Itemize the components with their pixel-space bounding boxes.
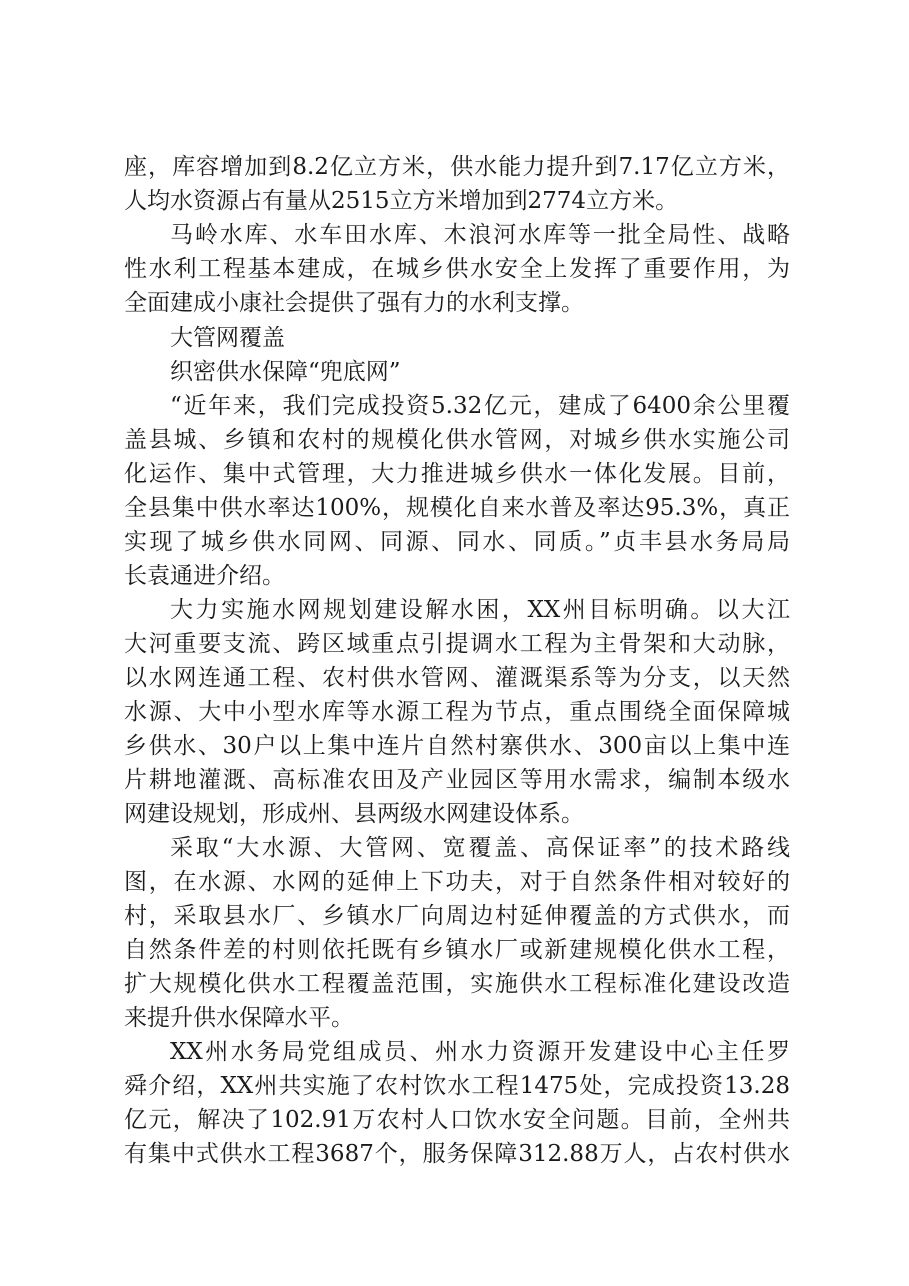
text-line: 有集中式供水工程3687个，服务保障312.88万人，占农村供水 [124, 1141, 790, 1167]
text-line: 自然条件差的村则依托既有乡镇水厂或新建规模化供水工程， [124, 937, 790, 963]
text-line: 水源、大中小型水库等水源工程为节点，重点围绕全面保障城 [124, 699, 790, 725]
text-line: 大河重要支流、跨区域重点引提调水工程为主骨架和大动脉， [124, 631, 790, 657]
text-line: 图，在水源、水网的延伸上下功夫，对于自然条件相对较好的 [124, 869, 790, 895]
paragraph-first-line: 马岭水库、水车田水库、木浪河水库等一批全局性、战略 [170, 222, 790, 248]
text-line: 网建设规划，形成州、县两级水网建设体系。 [124, 801, 584, 827]
text-line: 片耕地灌溉、高标准农田及产业园区等用水需求，编制本级水 [124, 767, 790, 793]
text-line: 实现了城乡供水同网、同源、同水、同质。”贞丰县水务局局 [124, 529, 790, 555]
text-line: 以水网连通工程、农村供水管网、灌溉渠系等为分支，以天然 [124, 665, 790, 691]
text-line: 全县集中供水率达100%，规模化自来水普及率达95.3%，真正 [124, 495, 790, 521]
section-subheading: 织密供水保障“兜底网” [170, 359, 401, 385]
text-line: 人均水资源占有量从2515立方米增加到2774立方米。 [124, 188, 679, 214]
paragraph-first-line: “近年来，我们完成投资5.32亿元，建成了6400余公里覆 [170, 393, 790, 419]
paragraph-first-line: XX州水务局党组成员、州水力资源开发建设中心主任罗 [170, 1039, 790, 1065]
text-line: 来提升供水保障水平。 [124, 1005, 354, 1031]
text-line: 舜介绍，XX州共实施了农村饮水工程1475处，完成投资13.28 [124, 1073, 790, 1099]
text-line: 盖县城、乡镇和农村的规模化供水管网，对城乡供水实施公司 [124, 427, 790, 453]
paragraph-first-line: 采取“大水源、大管网、宽覆盖、高保证率”的技术路线 [170, 835, 790, 861]
text-line: 性水利工程基本建成，在城乡供水安全上发挥了重要作用，为 [124, 256, 790, 282]
text-line: 亿元，解决了102.91万农村人口饮水安全问题。目前，全州共 [124, 1107, 790, 1133]
text-line: 全面建成小康社会提供了强有力的水利支撑。 [124, 290, 584, 316]
paragraph-first-line: 大力实施水网规划建设解水困，XX州目标明确。以大江 [170, 597, 790, 623]
text-line: 长袁通进介绍。 [124, 563, 285, 589]
text-line: 乡供水、30户以上集中连片自然村寨供水、300亩以上集中连 [124, 733, 790, 759]
text-line: 化运作、集中式管理，大力推进城乡供水一体化发展。目前， [124, 461, 790, 487]
text-line: 扩大规模化供水工程覆盖范围，实施供水工程标准化建设改造 [124, 971, 790, 997]
section-heading: 大管网覆盖 [170, 325, 285, 351]
text-line: 座，库容增加到8.2亿立方米，供水能力提升到7.17亿立方米， [124, 154, 790, 180]
text-line: 村，采取县水厂、乡镇水厂向周边村延伸覆盖的方式供水，而 [124, 903, 790, 929]
